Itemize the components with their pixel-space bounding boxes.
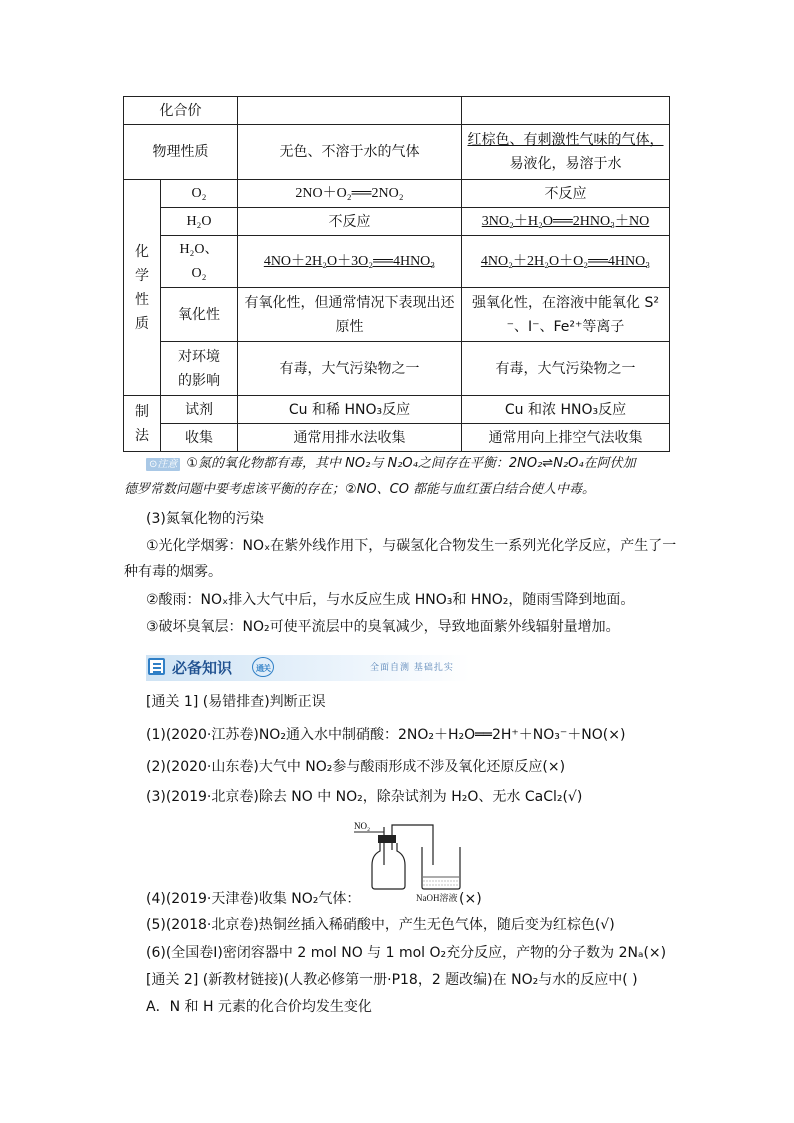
row-label-o2: O₂ [161, 180, 238, 208]
table-row [124, 342, 670, 396]
cell-no2-reagent: Cu 和浓 HNO₃反应 [462, 396, 670, 424]
cell-no2-h2o-o2: 4NO₂＋2H₂O＋O₂══4HNO₃ [462, 236, 670, 288]
quiz-item-3: (3)(2019·北京卷)除去 NO 中 NO₂，除杂试剂为 H₂O、无水 CaCl₂(√) [146, 789, 583, 805]
row-label-reagent: 试剂 [161, 396, 238, 424]
cell-no-oxidizing: 有氧化性，但通常情况下表现出还 原性 [238, 288, 462, 342]
table-row [124, 288, 670, 342]
cell-no-h2o: 不反应 [238, 208, 462, 236]
cell-no2-h2o: 3NO₂＋H₂O══2HNO₃＋NO [462, 208, 670, 236]
banner-badge: 通关 [252, 657, 274, 677]
quiz-item-4: (4)(2019·天津卷)收集 NO₂气体： [146, 891, 361, 907]
row-label-environment: 对环境 的影响 [161, 342, 238, 396]
quiz-item-2: (2)(2020·山东卷)大气中 NO₂参与酸雨形成不涉及氧化还原反应(×) [146, 759, 566, 775]
cell-no2-collection: 通常用向上排空气法收集 [462, 424, 670, 452]
section-banner [146, 655, 470, 681]
row-label-h2o-o2: H₂O、 O₂ [161, 236, 238, 288]
quiz-heading-2: [通关 2] (新教材链接)(人教必修第一册·P18，2 题改编)在 NO₂与水的反应中( ) [146, 972, 638, 988]
table-row [124, 396, 670, 424]
outlet-tube [392, 825, 433, 865]
note-line-1: ⊙注意 ①氮的氧化物都有毒，其中 NO₂与 N₂O₄之间存在平衡：2NO₂⇌N₂O₄在阿伏加 [146, 453, 636, 475]
cell-no2-physical [462, 125, 670, 180]
table-row [124, 236, 670, 288]
pollution-p1-line1: ①光化学烟雾：NOₓ在紫外线作用下，与碳氢化合物发生一系列光化学反应，产生了一 [146, 538, 677, 554]
cell-no2-environment: 有毒，大气污染物之一 [462, 342, 670, 396]
cell-no-o2: 2NO＋O₂══2NO₂ [238, 180, 462, 208]
pollution-heading: (3)氮氧化物的污染 [146, 511, 264, 527]
row-label-physical: 物理性质 [124, 125, 238, 180]
table-row [124, 208, 670, 236]
figure-label-naoh: NaOH溶液 [416, 893, 458, 903]
table-row [124, 97, 670, 125]
pollution-ozone: ③破坏臭氧层：NO₂可使平流层中的臭氧减少，导致地面紫外线辐射量增加。 [146, 619, 620, 635]
pollution-p1-line2: 种有毒的烟雾。 [124, 564, 222, 580]
chem-properties-label: 化 学 性 质 [124, 180, 161, 396]
table-row [124, 125, 670, 180]
cell-no-reagent: Cu 和稀 HNO₃反应 [238, 396, 462, 424]
cell-no-physical: 无色、不溶于水的气体 [238, 125, 462, 180]
quiz-item-4-mark: (×) [459, 891, 482, 907]
cell-no2-o2: 不反应 [462, 180, 670, 208]
beaker [422, 847, 460, 889]
book-list-icon [148, 658, 165, 675]
row-label-oxidizing: 氧化性 [161, 288, 238, 342]
gas-bottle [372, 843, 405, 889]
row-label-collection: 收集 [161, 424, 238, 452]
quiz-item-1: (1)(2020·江苏卷)NO₂通入水中制硝酸：2NO₂＋H₂O══2H⁺＋NO₃⁻＋NO(×) [146, 727, 626, 743]
row-label-valence: 化合价 [124, 97, 238, 125]
banner-subtitle: 全面自测 基础扎实 [370, 663, 454, 673]
cell-no-h2o-o2: 4NO＋2H₂O＋3O₂══4HNO₃ [238, 236, 462, 288]
quiz-item-5: (5)(2018·北京卷)热铜丝插入稀硝酸中，产生无色气体，随后变为红棕色(√) [146, 917, 615, 933]
figure-label-no2: NO₂ [354, 821, 371, 831]
note-tag-badge: ⊙注意 [146, 458, 180, 471]
pollution-acid-rain: ②酸雨：NOₓ排入大气中后，与水反应生成 HNO₃和 HNO₂，随雨雪降到地面。 [146, 592, 635, 608]
row-label-h2o: H₂O [161, 208, 238, 236]
no2-physical-line1: 红棕色、有刺激性气味的气体， [467, 132, 664, 148]
quiz-heading-1: [通关 1] (易错排查)判断正误 [146, 694, 326, 710]
table-row [124, 180, 670, 208]
note-line-2: 德罗常数问题中要考虑该平衡的存在；②NO、CO 都能与血红蛋白结合使人中毒。 [124, 482, 596, 497]
quiz-item-6: (6)(全国卷Ⅰ)密闭容器中 2 mol NO 与 1 mol O₂充分反应，产物的分子数为 2Nₐ(×) [146, 945, 667, 961]
stopper [378, 835, 396, 843]
cell-no2-valence [462, 97, 670, 125]
gas-collection-apparatus-figure [340, 815, 470, 895]
cell-no-valence [238, 97, 462, 125]
table-row [124, 424, 670, 452]
banner-title: 必备知识 [172, 659, 233, 677]
no2-physical-line2: 易液化，易溶于水 [509, 156, 622, 172]
quiz-option-a: A．N 和 H 元素的化合价均发生变化 [146, 999, 372, 1015]
cell-no2-oxidizing: 强氧化性，在溶液中能氧化 S² ⁻、I⁻、Fe²⁺等离子 [462, 288, 670, 342]
nitrogen-oxides-property-table [123, 96, 670, 452]
cell-no-environment: 有毒，大气污染物之一 [238, 342, 462, 396]
preparation-label: 制 法 [124, 396, 161, 452]
cell-no-collection: 通常用排水法收集 [238, 424, 462, 452]
